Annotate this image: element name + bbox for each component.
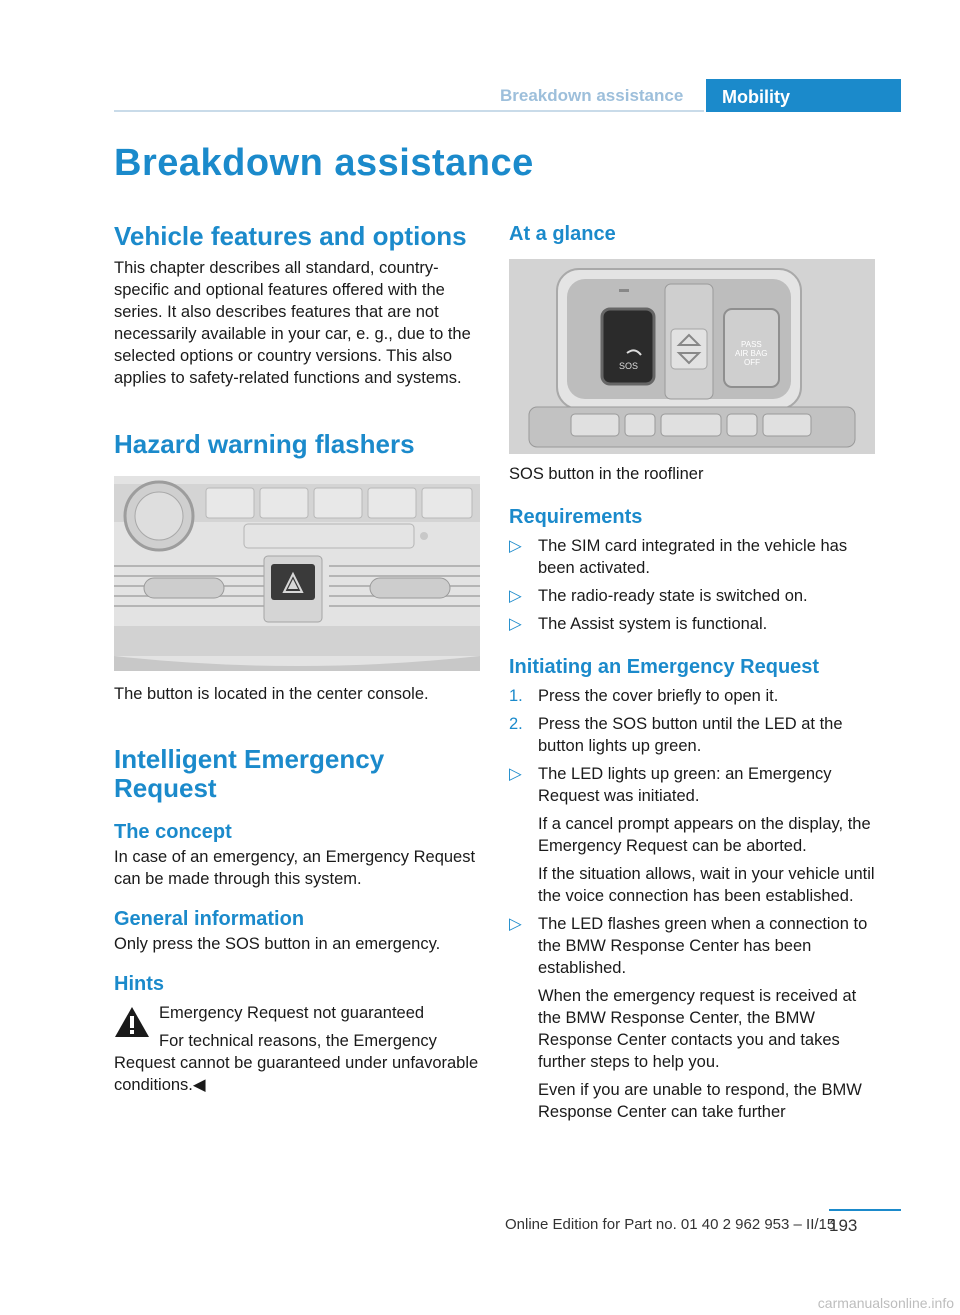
pass-label-2: AIR BAG: [735, 349, 768, 358]
led-flash-text: The LED flashes green when a connection to the BMW Response Center has been established.: [538, 915, 868, 977]
bullet-mark: ▷: [509, 915, 522, 933]
concept-heading: The concept: [114, 821, 232, 844]
led-flash-sub1: When the emergency request is received at the BMW Response Center, the BMW Response Center contacts you and takes further steps to help you.: [538, 987, 857, 1071]
warning-note: [114, 1002, 480, 1096]
list-item: [509, 535, 875, 579]
general-information-heading: General information: [114, 908, 305, 931]
list-item: [509, 685, 875, 707]
sos-caption: SOS button in the roofliner: [509, 465, 704, 483]
sos-roofliner-drawing: [509, 259, 875, 454]
page-title: Breakdown assistance: [114, 142, 534, 184]
list-item: [509, 613, 875, 635]
right-column: [509, 220, 875, 1123]
warning-body: [114, 1030, 480, 1096]
requirement-text: The radio-ready state is switched on.: [538, 587, 808, 605]
bullet-mark: ▷: [509, 587, 522, 605]
pass-label-3: OFF: [744, 358, 760, 367]
initiating-steps: [509, 685, 875, 757]
sos-label: SOS: [619, 361, 639, 371]
requirement-text: The Assist system is functional.: [538, 615, 768, 633]
list-item: [509, 763, 875, 907]
bullet-mark: ▷: [509, 765, 522, 783]
bullet-mark: ▷: [509, 537, 522, 555]
led-green-sub2: If the situation allows, wait in your vehicle until the voice connection has been established.: [538, 865, 875, 905]
bullet-mark: ▷: [509, 615, 522, 633]
left-column: [114, 220, 480, 1096]
warning-triangle-icon: [114, 1006, 150, 1038]
led-status-list: [509, 763, 875, 1123]
warning-body-text: For technical reasons, the Emergency Request cannot be guaranteed under unfavorable conditions.◀: [114, 1032, 479, 1095]
hints-heading: Hints: [114, 973, 164, 996]
watermark: carmanualsonline.info: [817, 1295, 954, 1311]
step-text: Press the SOS button until the LED at the button lights up green.: [538, 715, 843, 755]
warning-title: Emergency Request not guaranteed: [159, 1004, 425, 1023]
step-text: Press the cover briefly to open it.: [538, 687, 779, 705]
footer-rule: [829, 1209, 901, 1211]
led-flash-sub2: Even if you are unable to respond, the BMW Response Center can take further: [538, 1081, 862, 1121]
vehicle-features-body: This chapter describes all standard, country-specific and optional features offered with the series. It also describes features that are not necessarily available in your car, e. g., due to the selected options or country versions. This also applies to safety-related functions and systems.: [114, 258, 471, 387]
list-item: [509, 913, 875, 1123]
led-green-sub1: If a cancel prompt appears on the display, the Emergency Request can be aborted.: [538, 815, 871, 855]
vehicle-features-heading: Vehicle features and options: [114, 221, 467, 251]
step-number: 1.: [509, 687, 523, 705]
sos-roofliner-image: [509, 259, 875, 454]
requirement-text: The SIM card integrated in the vehicle has been activated.: [538, 537, 848, 577]
requirements-heading: Requirements: [509, 506, 643, 528]
intelligent-emergency-heading: Intelligent Emergency Request: [114, 744, 385, 803]
header-section-label: Breakdown assistance: [500, 86, 684, 105]
list-item: [509, 585, 875, 607]
list-item: [509, 713, 875, 757]
led-green-text: The LED lights up green: an Emergency Request was initiated.: [538, 765, 832, 805]
concept-body: In case of an emergency, an Emergency Request can be made through this system.: [114, 848, 476, 889]
at-a-glance-heading: At a glance: [509, 223, 616, 245]
general-information-body: Only press the SOS button in an emergency.: [114, 935, 441, 954]
hazard-console-image: [114, 476, 480, 671]
pass-label-1: PASS: [741, 340, 762, 349]
footer-edition: Online Edition for Part no. 01 40 2 962 953 – II/15: [505, 1216, 836, 1233]
hazard-console-drawing: [114, 476, 480, 671]
hazard-heading: Hazard warning flashers: [114, 428, 415, 459]
hazard-caption: The button is located in the center console.: [114, 685, 429, 704]
page-number: 193: [829, 1216, 858, 1235]
requirements-list: [509, 535, 875, 635]
step-number: 2.: [509, 715, 523, 733]
initiating-heading: Initiating an Emergency Request: [509, 656, 820, 678]
header-chapter-tab: Mobility: [706, 79, 901, 112]
header-rule: [114, 110, 704, 112]
